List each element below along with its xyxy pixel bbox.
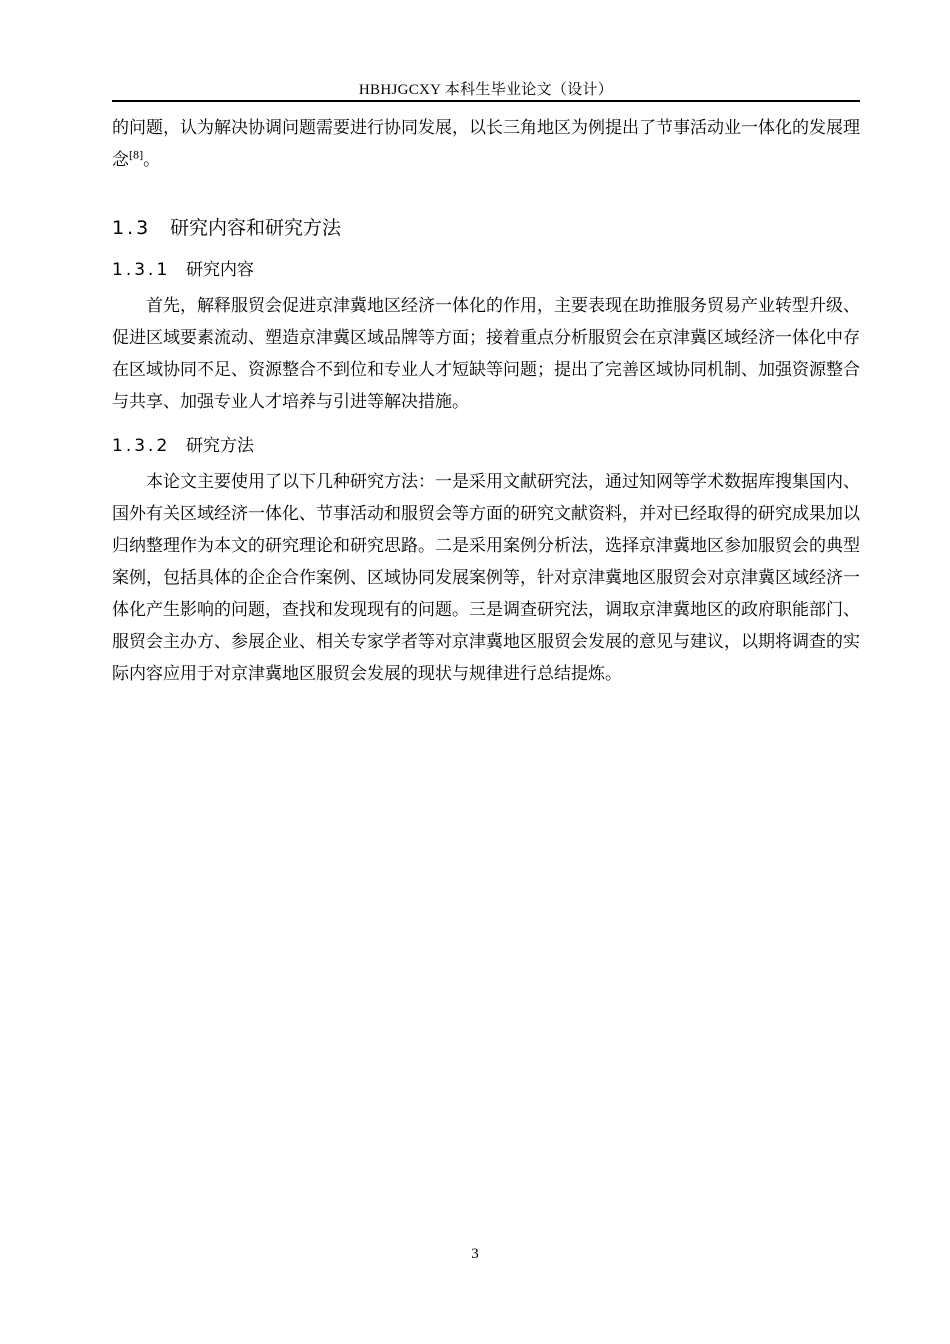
subsection-number: 1.3.1 (112, 260, 171, 280)
subsection-heading-content (112, 254, 860, 286)
section-heading (112, 212, 860, 244)
subsection-number: 1.3.2 (112, 436, 171, 456)
research-method-paragraph: 本论文主要使用了以下几种研究方法：一是采用文献研究法，通过知网等学术数据库搜集国内、国外有关区域经济一体化、节事活动和服贸会等方面的研究文献资料，并对已经取得的研究成果加以归纳整理作为本文的研究理论和研究思路。二是采用案例分析法，选择京津冀地区参加服贸会的典型案例，包括具体的企企合作案例、区域协同发展案例等，针对京津冀地区服贸会对京津冀区域经济一体化产生影响的问题，查找和发现现有的问题。三是调查研究法，调取京津冀地区的政府职能部门、服贸会主办方、参展企业、相关专家学者等对京津冀地区服贸会发展的意见与建议，以期将调查的实际内容应用于对京津冀地区服贸会发展的现状与规律进行总结提炼。 (112, 472, 860, 684)
subsection-title: 研究内容 (186, 260, 254, 280)
research-content-paragraph: 首先，解释服贸会促进京津冀地区经济一体化的作用，主要表现在助推服务贸易产业转型升级、促进区域要素流动、塑造京津冀区域品牌等方面；接着重点分析服贸会在京津冀区域经济一体化中存在区域协同不足、资源整合不到位和专业人才短缺等问题；提出了完善区域协同机制、加强资源整合与共享、加强专业人才培养与引进等解决措施。 (112, 296, 860, 412)
page-body (112, 112, 860, 690)
continuation-paragraph (112, 112, 860, 176)
subsection-title: 研究方法 (186, 436, 254, 456)
subsection-heading-method (112, 430, 860, 462)
continuation-tail: 。 (143, 150, 161, 170)
section-number: 1.3 (112, 217, 152, 239)
continuation-text: 的问题，认为解决协调问题需要进行协同发展，以长三角地区为例提出了节事活动业一体化的发展理念 (112, 118, 860, 170)
page-number: 3 (471, 1246, 479, 1262)
citation-marker: [8] (129, 150, 144, 162)
section-title: 研究内容和研究方法 (170, 217, 342, 239)
header-rule (112, 100, 860, 102)
running-header: HBHJGCXY 本科生毕业论文（设计） (358, 82, 614, 98)
